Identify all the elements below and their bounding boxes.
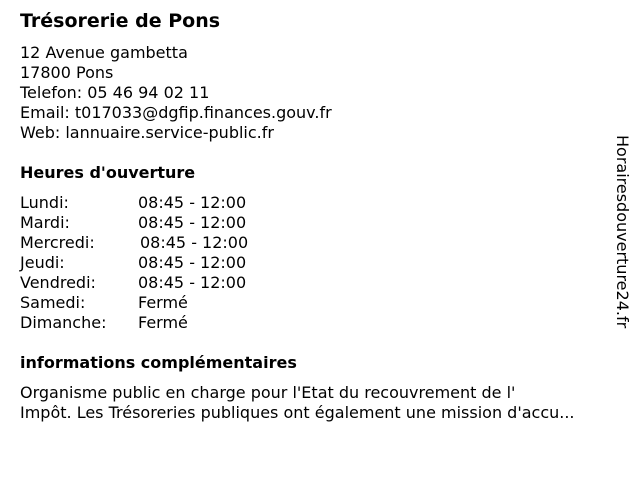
hours-day: Mercredi: bbox=[20, 233, 95, 252]
page-title: Trésorerie de Pons bbox=[20, 10, 221, 32]
hours-time: Fermé bbox=[138, 313, 188, 332]
hours-time: 08:45 - 12:00 bbox=[140, 233, 249, 252]
hours-time: 08:45 - 12:00 bbox=[138, 253, 247, 272]
hours-heading: Heures d'ouverture bbox=[20, 163, 196, 182]
info-text-line: Impôt. Les Trésoreries publiques ont également une mission d'accu... bbox=[20, 403, 575, 422]
hours-day: Vendredi: bbox=[20, 273, 96, 292]
hours-day: Samedi: bbox=[20, 293, 86, 312]
hours-row bbox=[20, 293, 188, 313]
hours-row bbox=[20, 253, 246, 273]
address-street: 12 Avenue gambetta bbox=[20, 43, 188, 62]
hours-time: 08:45 - 12:00 bbox=[138, 213, 247, 232]
hours-time: 08:45 - 12:00 bbox=[138, 193, 247, 212]
address-city: 17800 Pons bbox=[20, 63, 114, 82]
info-text-line: Organisme public en charge pour l'Etat du recouvrement de l' bbox=[20, 383, 516, 402]
hours-row bbox=[20, 193, 246, 213]
hours-day: Jeudi: bbox=[20, 253, 65, 272]
web-line: Web: lannuaire.service-public.fr bbox=[20, 123, 274, 142]
hours-time: 08:45 - 12:00 bbox=[138, 273, 247, 292]
phone-line: Telefon: 05 46 94 02 11 bbox=[20, 83, 210, 102]
hours-row bbox=[20, 313, 188, 333]
email-line: Email: t017033@dgfip.finances.gouv.fr bbox=[20, 103, 332, 122]
hours-row bbox=[20, 233, 248, 253]
hours-row bbox=[20, 213, 246, 233]
site-watermark: Horairesdouverture24.fr bbox=[613, 135, 632, 329]
info-heading: informations complémentaires bbox=[20, 353, 297, 372]
hours-time: Fermé bbox=[138, 293, 188, 312]
hours-day: Mardi: bbox=[20, 213, 70, 232]
hours-row bbox=[20, 273, 246, 293]
hours-day: Lundi: bbox=[20, 193, 69, 212]
hours-day: Dimanche: bbox=[20, 313, 107, 332]
